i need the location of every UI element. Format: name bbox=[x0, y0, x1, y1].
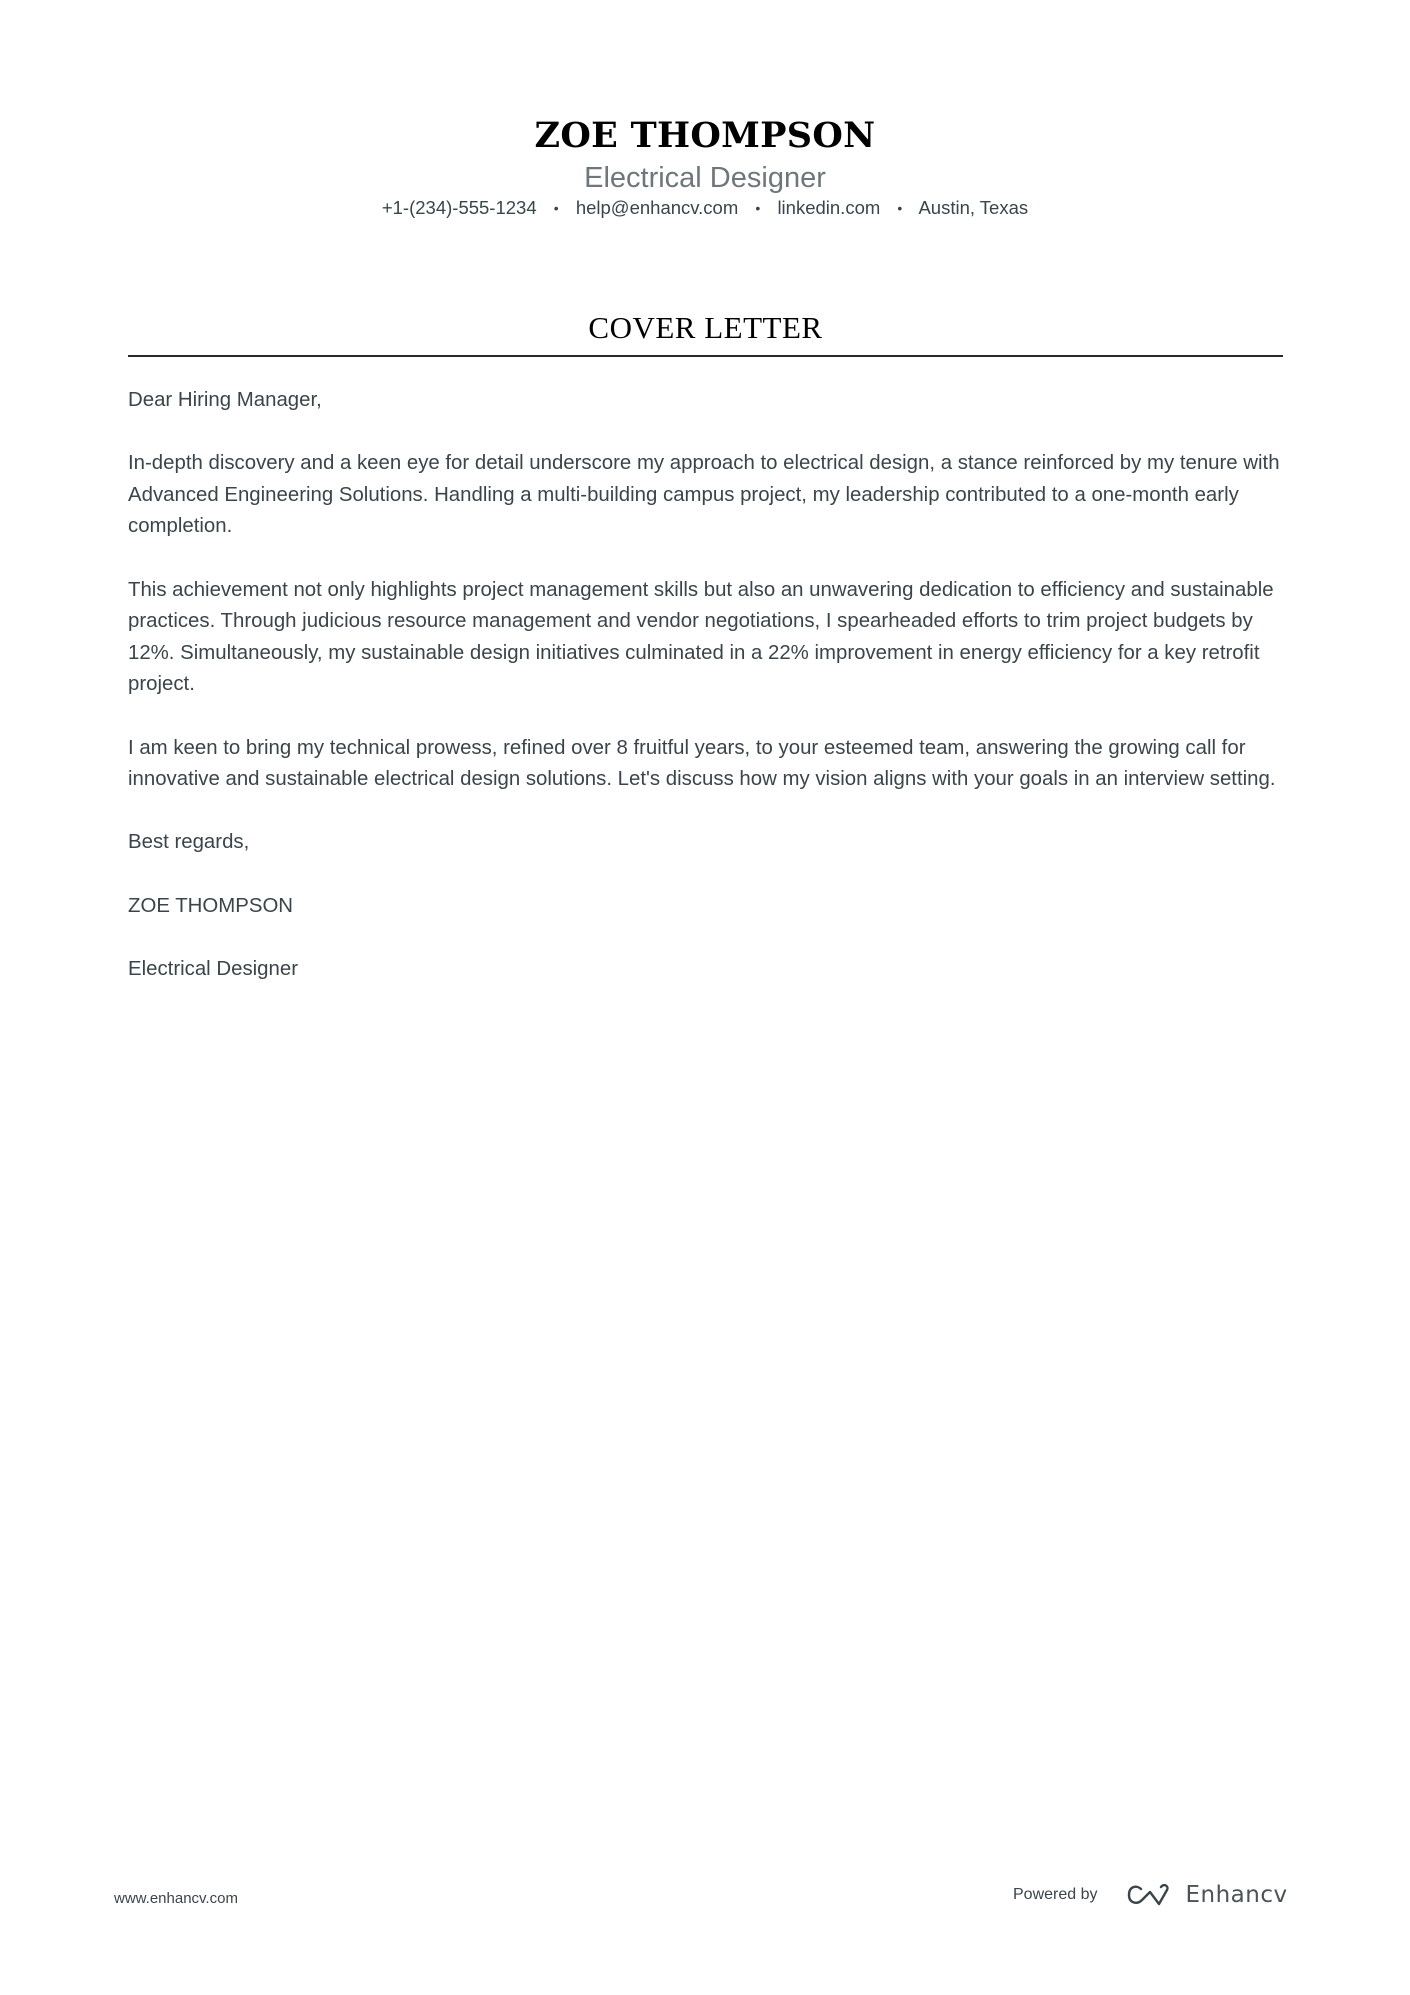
letter-greeting: Dear Hiring Manager, bbox=[128, 389, 322, 411]
contact-email: help@enhancv.com bbox=[575, 197, 739, 218]
letter-paragraph: In-depth discovery and a keen eye for detail underscore my approach to electrical design, a stance reinforced by my tenure with Advanced Engineering Solutions. Handling a multi-building campus project, my leadership contributed to a one-month early completion. bbox=[128, 452, 1280, 538]
contact-phone: +1-(234)-555-1234 bbox=[381, 197, 537, 218]
signature-title: Electrical Designer bbox=[128, 957, 298, 980]
contact-line bbox=[0, 196, 1410, 220]
footer-website-link[interactable]: www.enhancv.com bbox=[114, 1890, 238, 1907]
contact-location: Austin, Texas bbox=[918, 197, 1029, 218]
letter-body bbox=[128, 385, 1288, 1017]
powered-by-label: Powered by bbox=[1013, 1886, 1098, 1903]
letter-closing: Best regards, bbox=[128, 831, 250, 854]
separator-dot: • bbox=[553, 200, 559, 216]
section-title: COVER LETTER bbox=[588, 310, 823, 345]
resume-header bbox=[0, 112, 1410, 220]
enhancv-brand-text: Enhancv bbox=[1185, 1882, 1288, 1908]
separator-dot: • bbox=[755, 200, 761, 216]
letter-paragraph: This achievement not only highlights project management skills but also an unwavering dedication to efficiency and sustainable practices. Through judicious resource management and vendor negotiations, I spearheaded efforts to trim project budgets by 12%. Simultaneously, my sustainable design initiatives culminated in a 22% improvement in energy efficiency for a key retrofit project. bbox=[128, 578, 1274, 696]
powered-by-badge[interactable] bbox=[1013, 1880, 1288, 1910]
applicant-name: ZOE THOMPSON bbox=[534, 115, 876, 156]
enhancv-logo-icon bbox=[1126, 1882, 1172, 1908]
contact-linkedin: linkedin.com bbox=[777, 197, 881, 218]
section-divider bbox=[128, 355, 1283, 357]
letter-paragraph: I am keen to bring my technical prowess, refined over 8 fruitful years, to your esteemed team, answering the growing call for innovative and sustainable electrical design solutions. Let's discuss how my vision aligns with your goals in an interview setting. bbox=[128, 736, 1276, 791]
applicant-title: Electrical Designer bbox=[584, 162, 826, 194]
signature-name: ZOE THOMPSON bbox=[128, 894, 294, 917]
separator-dot: • bbox=[897, 200, 903, 216]
